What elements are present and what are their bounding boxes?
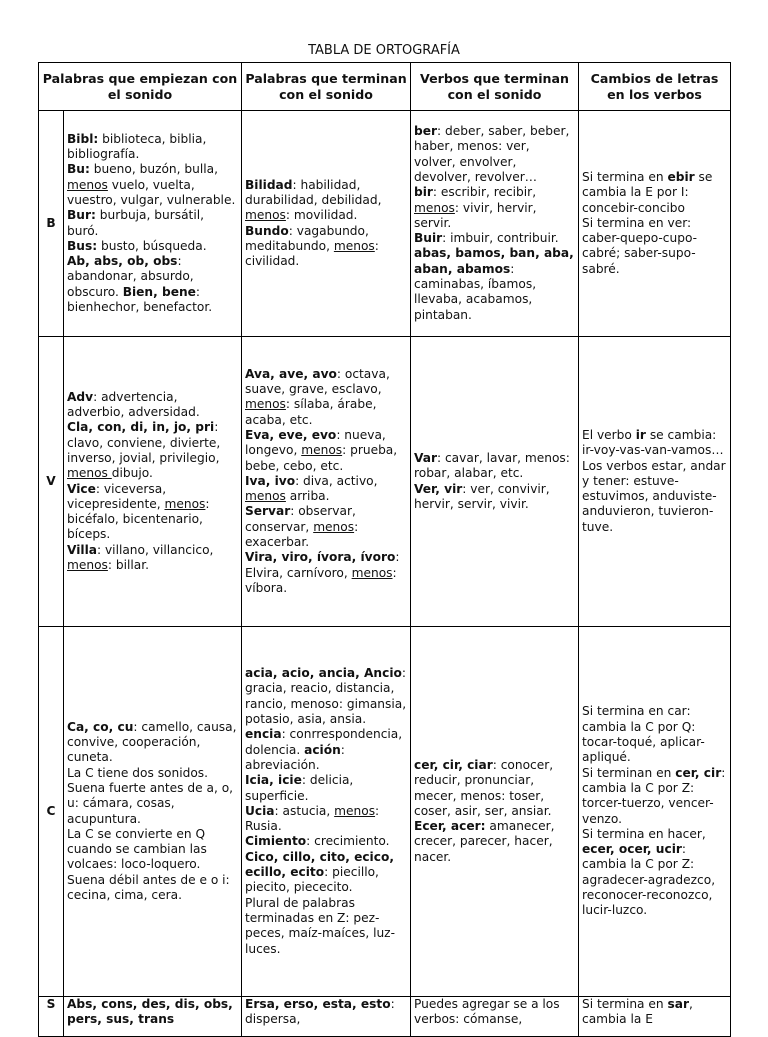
cell-text: : abreviación. (245, 742, 345, 772)
bold-term: Adv (67, 389, 94, 404)
cell-text: : movilidad. (285, 208, 358, 223)
cell-text: bueno, buzón, bulla, (89, 162, 218, 177)
underlined-term: menos (245, 208, 286, 223)
changes-cell (579, 337, 731, 627)
cell-text: : piecillo, piecito, piececito. (245, 865, 379, 895)
cell-text: : astucia, (274, 803, 335, 818)
bold-term: Bus: (67, 238, 98, 253)
changes-cell (579, 997, 731, 1037)
row-c (39, 627, 731, 997)
cell-text: vuelo, vuelta, vuestro, vulgar, vulnerable. (67, 177, 236, 207)
start-cell (64, 337, 242, 627)
bold-term: Icia, icie (245, 773, 302, 788)
bold-term: cer, cir, ciar (414, 757, 493, 772)
cell-text: : conrrespondencia, dolencia. (245, 727, 403, 757)
cell-text: : conocer, reducir, pronunciar, mecer, menos: toser, coser, asir, ser, ansiar. (414, 757, 554, 818)
cell-text: arriba. (285, 489, 330, 504)
underlined-term: menos (351, 565, 393, 580)
bold-term: Iva, ivo (245, 473, 296, 488)
cell-text: : observar, conservar, (245, 504, 356, 534)
cell-text: : cavar, lavar, menos: robar, alabar, etc. (414, 450, 570, 481)
end-cell (242, 111, 411, 337)
bold-term: acia, acio, ancia, Ancio (245, 666, 402, 681)
bold-term: Eva, eve, evo (245, 427, 337, 442)
cell-text: : vivir, hervir, servir. (414, 200, 537, 230)
bold-term: Buir (414, 231, 443, 246)
bold-term: Cimiento (245, 834, 307, 849)
verbs-cell (411, 627, 579, 997)
cell-text: : civilidad. (245, 238, 379, 269)
cell-text: Si termina en hacer, (582, 826, 706, 841)
cell-text: busto, búsqueda. (97, 238, 207, 253)
underlined-term: menos (245, 489, 286, 504)
bold-term: Bu: (67, 162, 90, 177)
header-verbs: Verbos que terminan con el sonido (411, 63, 579, 111)
cell-text: : escribir, recibir, (432, 185, 537, 200)
cell-text: burbuja, bursátil, buró. (67, 208, 204, 238)
bold-term: Ava, ave, avo (245, 366, 337, 381)
bold-term: Ersa, erso, esta, esto (245, 997, 391, 1011)
bold-term: bir (414, 185, 433, 200)
row-letter: C (39, 627, 64, 997)
start-cell (64, 627, 242, 997)
cell-text: : dispersa, (245, 997, 395, 1027)
cell-text: : cambia la C por Z: torcer-tuerzo, vencer-venzo. (582, 765, 726, 826)
changes-cell (579, 627, 731, 997)
start-cell (64, 111, 242, 337)
bold-term: Cico, cillo, cito, ecico, ecillo, ecito (245, 849, 394, 880)
row-v (39, 337, 731, 627)
cell-text: Puedes agregar se a los verbos: cómanse, (414, 997, 560, 1027)
cell-text: biblioteca, biblia, bibliografía. (67, 131, 207, 162)
cell-text: : villano, villancico, (96, 542, 214, 557)
underlined-term: menos (313, 519, 355, 534)
cell-text: : nueva, longevo, (245, 427, 386, 458)
cell-text: : ver, convivir, hervir, servir, vivir. (414, 481, 550, 511)
cell-text: Si termina en (582, 169, 668, 184)
cell-text: : billar. (107, 557, 150, 572)
cell-text: dibujo. (111, 466, 153, 481)
bold-term: Ecer, acer: (414, 819, 486, 834)
bold-term: Vice (67, 481, 96, 496)
bold-term: Cla, con, di, in, jo, pri (67, 420, 215, 435)
bold-term: Ucia (245, 803, 275, 818)
cell-text: Si termina en ver: caber-quepo-cupo-cabré; saber-supo-sabré. (582, 215, 698, 276)
bold-term: Villa (67, 542, 97, 557)
bold-term: Bien, bene (122, 284, 196, 299)
cell-text: : abandonar, absurdo, obscuro. (67, 254, 194, 299)
cell-text: La C se convierte en Q cuando se cambian las volcaes: loco-loquero. (67, 826, 207, 872)
underlined-term: menos (67, 557, 108, 572)
end-cell (242, 997, 411, 1037)
cell-text: se cambia: ir-voy-vas-van-vamos… Los verbos estar, andar y tener: estuve-estuvimos, anduviste-anduvieron, tuvieron-tuve. (582, 427, 726, 534)
cell-text: : octava, suave, grave, esclavo, (245, 366, 390, 397)
cell-text: : habilidad, durabilidad, debilidad, (245, 177, 382, 207)
header-end: Palabras que terminan con el sonido (242, 63, 411, 111)
underlined-term: menos (67, 466, 112, 481)
cell-text: : víbora. (245, 565, 397, 595)
bold-term: Ab, abs, ob, obs (67, 254, 178, 269)
bold-term: Bilidad (245, 177, 293, 192)
bold-term: Servar (245, 504, 291, 519)
row-letter: B (39, 111, 64, 337)
cell-text: : gracia, reacio, distancia, rancio, menoso: gimansia, potasio, asia, ansia. (245, 666, 407, 727)
row-letter: S (39, 997, 64, 1037)
cell-text: Plural de palabras terminadas en Z: pez-peces, maíz-maíces, luz-luces. (245, 895, 395, 956)
cell-text: La C tiene dos sonidos. Suena fuerte antes de a, o, u: cámara, cosas, acupuntura. (67, 765, 234, 826)
bold-term: sar (667, 997, 689, 1011)
cell-text: Si termina en car: cambia la C por Q: tocar-toqué, aplicar-apliqué. (582, 704, 705, 765)
underlined-term: menos (164, 496, 206, 511)
end-cell (242, 627, 411, 997)
orthography-table (38, 62, 731, 1037)
cell-text: amanecer, crecer, parecer, hacer, nacer. (414, 819, 555, 864)
row-s (39, 997, 731, 1037)
bold-term: Vira, viro, ívora, ívoro (245, 550, 396, 565)
cell-text: : delicia, superficie. (245, 773, 354, 803)
cell-text: , cambia la E (582, 997, 693, 1027)
start-cell (64, 997, 242, 1037)
underlined-term: menos (245, 397, 286, 412)
cell-text: : imbuir, contribuir. (442, 231, 559, 246)
changes-cell (579, 111, 731, 337)
row-letter: V (39, 337, 64, 627)
cell-text: : advertencia, adverbio, adversidad. (67, 389, 200, 420)
verbs-cell (411, 997, 579, 1037)
bold-term: Bur: (67, 208, 96, 223)
verbs-cell (411, 337, 579, 627)
row-b (39, 111, 731, 337)
verbs-cell (411, 111, 579, 337)
cell-text: : camello, causa, convive, cooperación, cuneta. (67, 719, 237, 765)
cell-text: : bienhechor, benefactor. (67, 284, 213, 314)
end-cell (242, 337, 411, 627)
cell-text: : bicéfalo, bicentenario, bíceps. (67, 496, 210, 542)
bold-term: Var (414, 450, 437, 465)
cell-text: : exacerbar. (245, 519, 359, 550)
bold-term: Bibl: (67, 131, 99, 146)
bold-term: Abs, cons, des, dis, obs, pers, sus, trans (67, 997, 233, 1027)
underlined-term: menos (333, 238, 375, 253)
cell-text: : deber, saber, beber, haber, menos: ver, volver, envolver, devolver, revolver… (414, 124, 570, 184)
cell-text: : clavo, conviene, divierte, inverso, jovial, privilegio, (67, 420, 221, 465)
bold-term: Ver, vir (414, 481, 463, 496)
cell-text: : caminabas, íbamos, llevaba, acabamos, pintaban. (414, 261, 537, 322)
cell-text: Si terminan en (582, 765, 676, 780)
bold-term: ber (414, 124, 438, 139)
cell-text: : crecimiento. (306, 834, 390, 849)
cell-text: Si termina en (582, 997, 668, 1011)
cell-text: : viceversa, vicepresidente, (67, 481, 167, 511)
cell-text: El verbo (582, 427, 636, 442)
cell-text: : prueba, bebe, cebo, etc. (245, 443, 398, 473)
bold-term: ir (635, 427, 646, 442)
underlined-term: menos (414, 200, 455, 215)
cell-text: Suena débil antes de e o i: cecina, cima, cera. (67, 872, 230, 902)
underlined-term: menos (334, 803, 376, 818)
bold-term: abas, bamos, ban, aba, aban, abamos (414, 246, 574, 276)
cell-text: : diva, activo, (295, 473, 378, 488)
bold-term: ecer, ocer, ucir (582, 842, 682, 857)
bold-term: Bundo (245, 223, 289, 238)
bold-term: cer, cir (675, 765, 722, 780)
cell-text: se cambia la E por I: concebir-concibo (582, 169, 713, 215)
bold-term: Ca, co, cu (67, 719, 134, 734)
cell-text: : cambia la C por Z: agradecer-agradezco, reconocer-reconozco, lucir-luzco. (582, 842, 716, 918)
page-title: TABLA DE ORTOGRAFÍA (308, 43, 460, 58)
underlined-term: menos (301, 443, 343, 458)
header-changes: Cambios de letras en los verbos (579, 63, 731, 111)
header-start: Palabras que empiezan con el sonido (39, 63, 242, 111)
cell-text: : vagabundo, meditabundo, (245, 223, 369, 253)
underlined-term: menos (67, 177, 108, 192)
cell-text: : sílaba, árabe, acaba, etc. (245, 397, 377, 427)
bold-term: ación (304, 742, 341, 757)
bold-term: encia (245, 727, 282, 742)
cell-text: : Elvira, carnívoro, (245, 550, 400, 580)
cell-text: : Rusia. (245, 803, 380, 834)
bold-term: ebir (667, 169, 695, 184)
